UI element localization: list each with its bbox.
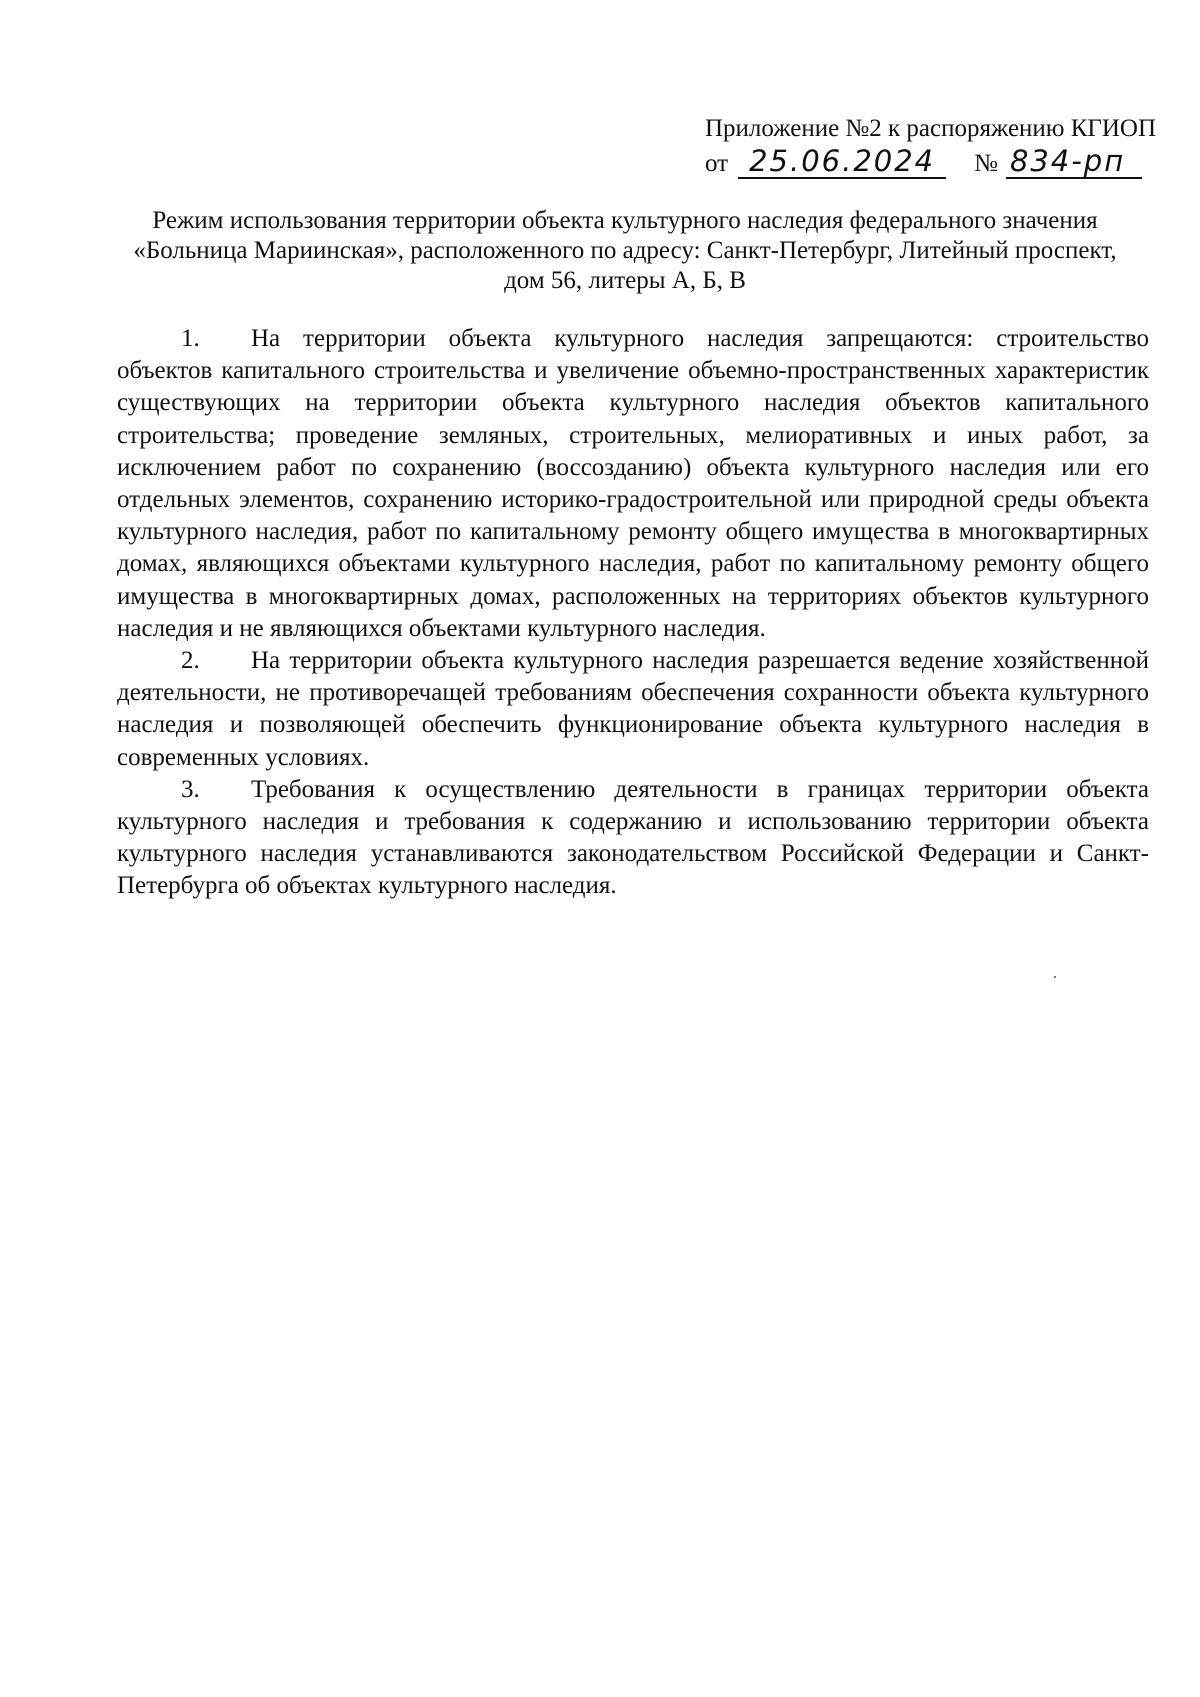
document-body [117,323,1149,903]
appendix-reference: Приложение №2 к распоряжению КГИОП [705,115,1157,142]
paragraph-3 [117,774,1149,903]
paragraph-number: 1. [181,325,200,352]
date-prefix: от [705,150,729,177]
paragraph-number: 3. [181,775,200,803]
handwritten-order-number: 834-рп [1006,146,1142,179]
order-date-number-line [705,146,1145,179]
paragraph-2 [117,645,1149,774]
title-line-2: «Больница Мариинская», расположенного по адресу: Санкт-Петербург, Литейный проспект, [133,237,1117,264]
document-title [130,206,1120,296]
scan-speck [1054,976,1056,978]
title-line-1: Режим использования территории объекта культурного наследия федерального значения [152,207,1098,234]
paragraph-text: На территории объекта культурного наследия разрешается ведение хозяйственной деятельности, не противоречащей требованиям обеспечения сохранности объекта культурного наследия и позволяющей обеспечить функционирование объекта культурного наследия в современных условиях. [117,647,1149,771]
paragraph-text: На территории объекта культурного наследия запрещаются: строительство объектов капитального строительства и увеличение объемно-пространственных характеристик существующих на территории объекта культурного наследия объектов капитального строительства; проведение земляных, строительных, мелиоративных и иных работ, за исключением работ по сохранению (воссозданию) объекта культурного наследия или его отдельных элементов, сохранению историко-градостроительной или природной среды объекта культурного наследия, работ по капитальному ремонту общего имущества в многоквартирных домах, являющихся объектами культурного наследия, работ по капитальному ремонту общего имущества в многоквартирных домах, расположенных на территориях объектов культурного наследия и не являющихся объектами культурного наследия. [117,325,1149,642]
appendix-header [705,114,1157,179]
title-line-3: дом 56, литеры А, Б, В [504,267,746,294]
number-sign: № [974,150,998,177]
paragraph-text: Требования к осуществлению деятельности в границах территории объекта культурного наследия и требования к содержанию и использованию территории объекта культурного наследия устанавливаются законодательством Российской Федерации и Санкт-Петербурга об объектах культурного наследия. [117,775,1149,900]
paragraph-number: 2. [181,647,200,675]
paragraph-1 [117,323,1149,645]
handwritten-order-date: 25.06.2024 [738,146,946,179]
